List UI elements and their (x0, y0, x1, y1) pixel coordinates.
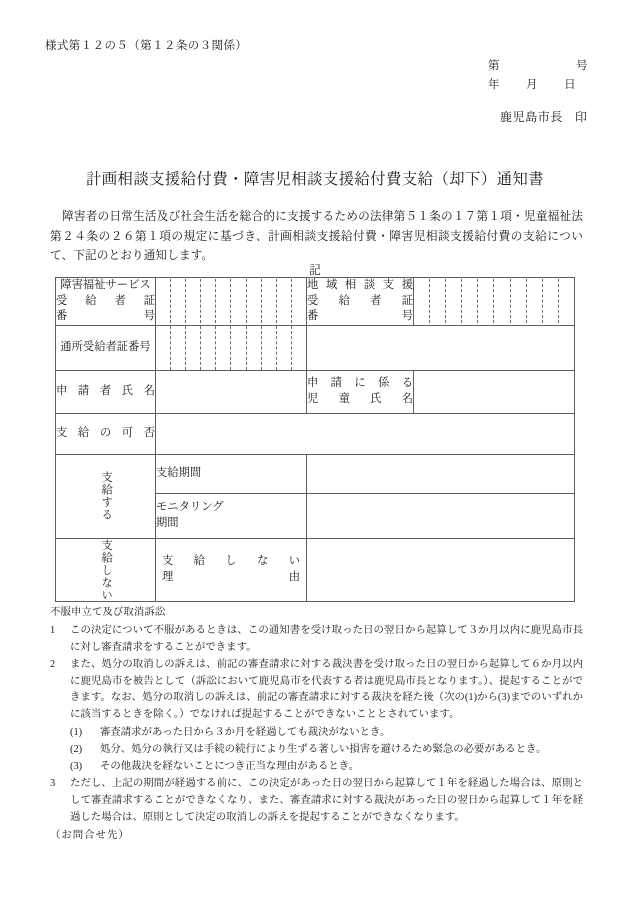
digit-cell[interactable] (446, 279, 462, 323)
digit-cell[interactable] (201, 326, 216, 370)
decision-label-cell (56, 413, 156, 454)
service-cert-label-line3: 番号 (56, 310, 155, 322)
child-name-label-line1: 申請に係る (307, 377, 413, 389)
grant-vertical-label-cell (56, 454, 156, 538)
contact-label: （お問合せ先） (50, 829, 130, 841)
notice-item-text: この決定について不服があるときは、この通知書を受け取った日の翌日から起算して３か月以内に鹿児島市長に対し審査請求をすることができます。 (70, 624, 583, 653)
regional-cert-label-line1: 地域相談支援 (307, 279, 413, 291)
grant-vertical-label: 支給する (100, 471, 113, 521)
daycare-cert-label: 通所受給者証番号 (60, 340, 151, 353)
digit-cell[interactable] (216, 279, 231, 323)
notice-item-text: ただし、上記の期間が経過する前に、この決定があった日の翌日から起算して１年を経過した場合は、原則として審査請求することができなくなり、また、審査請求に対する裁決があった日の翌日から起算して１年を経過した場合は、原則として決定の取消しの訴えを提起することができなくなります。 (70, 778, 583, 824)
deny-vertical-label-wrap (56, 539, 155, 602)
digit-cell[interactable] (262, 279, 277, 323)
digit-cell[interactable] (262, 326, 277, 370)
grant-period-label-cell (156, 454, 307, 493)
notice-sub-item-text: その他裁決を経ないことにつき正当な理由があるとき。 (100, 761, 360, 773)
notice-item (50, 623, 583, 657)
appeal-notice-section (50, 605, 583, 845)
deny-vertical-label-cell (56, 538, 156, 602)
applicant-name-label: 申請者氏名 (56, 384, 155, 397)
table-row-decision (56, 413, 575, 454)
regional-cert-digit-boxes (414, 279, 574, 323)
notice-item (50, 776, 583, 826)
date-day-label: 日 (564, 79, 576, 91)
monitoring-period-label-cell (156, 493, 307, 538)
daycare-cert-digit-field[interactable] (156, 325, 307, 370)
daycare-cert-label-cell (56, 325, 156, 370)
appeal-notice-heading: 不服申立て及び取消訴訟 (50, 607, 166, 618)
decision-field[interactable] (156, 413, 575, 454)
notice-sub-item-number: (2) (70, 743, 83, 755)
digit-cell[interactable] (277, 279, 292, 323)
table-row-grant-period (56, 454, 575, 493)
notice-sub-item-number: (1) (70, 726, 83, 738)
deny-reason-label-line1: 支給しない (162, 555, 300, 568)
ki-marker: 記 (309, 264, 321, 277)
document-number-line (488, 57, 588, 73)
notice-item-text: また、処分の取消しの訴えは、前記の審査請求に対する裁決書を受け取った日の翌日から起算して６か月以内に鹿児島市を被告として（訴訟において鹿児島市を代表する者は鹿児島市長となります。）、提起することができます。なお、処分の取消しの訴えは、前記の審査請求に対する裁決を経た後（次の(1)から(3)までのいずれかに該当するときを除く。）でなければ提起することができないこととされています。 (70, 658, 583, 721)
digit-cell[interactable] (201, 279, 216, 323)
service-cert-label-line1: 障害福祉サービス (60, 279, 151, 291)
digit-cell[interactable] (171, 279, 186, 323)
service-cert-digit-field[interactable] (156, 278, 307, 326)
notice-sub-item (50, 759, 583, 776)
daycare-cert-digit-boxes (156, 326, 306, 370)
daycare-cert-blank-cell[interactable] (307, 325, 575, 370)
digit-cell[interactable] (156, 326, 171, 370)
service-cert-label-line2: 受給者証 (56, 294, 155, 307)
form-code: 様式第１２の５（第１２条の３関係） (45, 40, 248, 52)
grant-period-field[interactable] (307, 454, 575, 493)
digit-cell[interactable] (186, 279, 201, 323)
digit-cell[interactable] (231, 326, 246, 370)
notice-item (50, 657, 583, 724)
deny-reason-label-line2: 理由 (162, 570, 300, 583)
monitoring-period-label-line1: モニタリング (156, 501, 224, 513)
notice-sub-item-text: 審査請求があった日から３か月を経過しても裁決がないとき。 (100, 726, 391, 738)
table-row-certificate-numbers (56, 278, 575, 326)
digit-cell[interactable] (543, 279, 559, 323)
digit-cell[interactable] (156, 279, 171, 323)
date-month-label: 月 (526, 79, 538, 91)
notice-sub-item (50, 725, 583, 742)
digit-cell[interactable] (247, 326, 262, 370)
service-cert-digit-boxes (156, 279, 306, 323)
digit-cell[interactable] (478, 279, 494, 323)
digit-cell[interactable] (292, 279, 306, 323)
regional-cert-label-line2: 受給者証 (307, 294, 413, 307)
intro-paragraph: 障害者の日常生活及び社会生活を総合的に支援するための法律第５１条の１７第１項・児童福祉法第２４条の２６第１項の規定に基づき、計画相談支援給付費・障害児相談支援給付費の支給について、下記のとおり通知します。 (50, 210, 583, 262)
digit-cell[interactable] (216, 326, 231, 370)
table-row-daycare-certificate (56, 325, 575, 370)
document-number-prefix: 第 (488, 60, 500, 72)
document-number-suffix: 号 (576, 60, 588, 72)
regional-cert-digit-field[interactable] (414, 278, 575, 326)
service-cert-label-cell (56, 278, 156, 326)
digit-cell[interactable] (559, 279, 574, 323)
grant-vertical-label-wrap (56, 471, 155, 521)
decision-label: 支給の可否 (56, 426, 155, 439)
notice-item-number: 1 (50, 624, 56, 636)
digit-cell[interactable] (462, 279, 478, 323)
monitoring-period-field[interactable] (307, 493, 575, 538)
issuer-name: 鹿児島市長 (500, 110, 564, 124)
digit-cell[interactable] (171, 326, 186, 370)
grant-period-label: 支給期間 (156, 466, 202, 479)
digit-cell[interactable] (430, 279, 446, 323)
notification-table (55, 277, 575, 602)
digit-cell[interactable] (414, 279, 430, 323)
regional-cert-label-line3: 番号 (307, 310, 413, 322)
child-name-field[interactable] (414, 370, 575, 413)
table-row-deny-reason (56, 538, 575, 602)
digit-cell[interactable] (277, 326, 292, 370)
digit-cell[interactable] (247, 279, 262, 323)
regional-cert-label-cell (307, 278, 414, 326)
deny-vertical-label: 支給しない (100, 538, 113, 601)
applicant-name-label-cell (56, 370, 156, 413)
date-year-label: 年 (488, 79, 500, 91)
seal-mark: 印 (575, 110, 588, 124)
digit-cell[interactable] (527, 279, 543, 323)
digit-cell[interactable] (231, 279, 246, 323)
notice-item-number: 3 (50, 778, 56, 790)
notice-sub-item-text: 処分、処分の執行又は手続の続行により生ずる著しい損害を避けるため緊急の必要があるとき。 (100, 743, 547, 755)
notice-sub-item (50, 742, 583, 759)
digit-cell[interactable] (494, 279, 510, 323)
monitoring-period-label-line2: 期間 (156, 516, 179, 529)
notice-sub-item-number: (3) (70, 761, 83, 773)
digit-cell[interactable] (186, 326, 201, 370)
table-row-names (56, 370, 575, 413)
deny-reason-field[interactable] (307, 538, 575, 602)
deny-reason-label-cell (156, 538, 307, 602)
notice-item-number: 2 (50, 658, 56, 670)
digit-cell[interactable] (511, 279, 527, 323)
issuer-line (500, 108, 588, 125)
applicant-name-field[interactable] (156, 370, 307, 413)
document-date-line (488, 76, 576, 92)
page-title: 計画相談支援給付費・障害児相談支援給付費支給（却下）通知書 (85, 171, 545, 188)
child-name-label-line2: 児童氏名 (307, 392, 413, 405)
digit-cell[interactable] (292, 326, 306, 370)
child-name-label-cell (307, 370, 414, 413)
